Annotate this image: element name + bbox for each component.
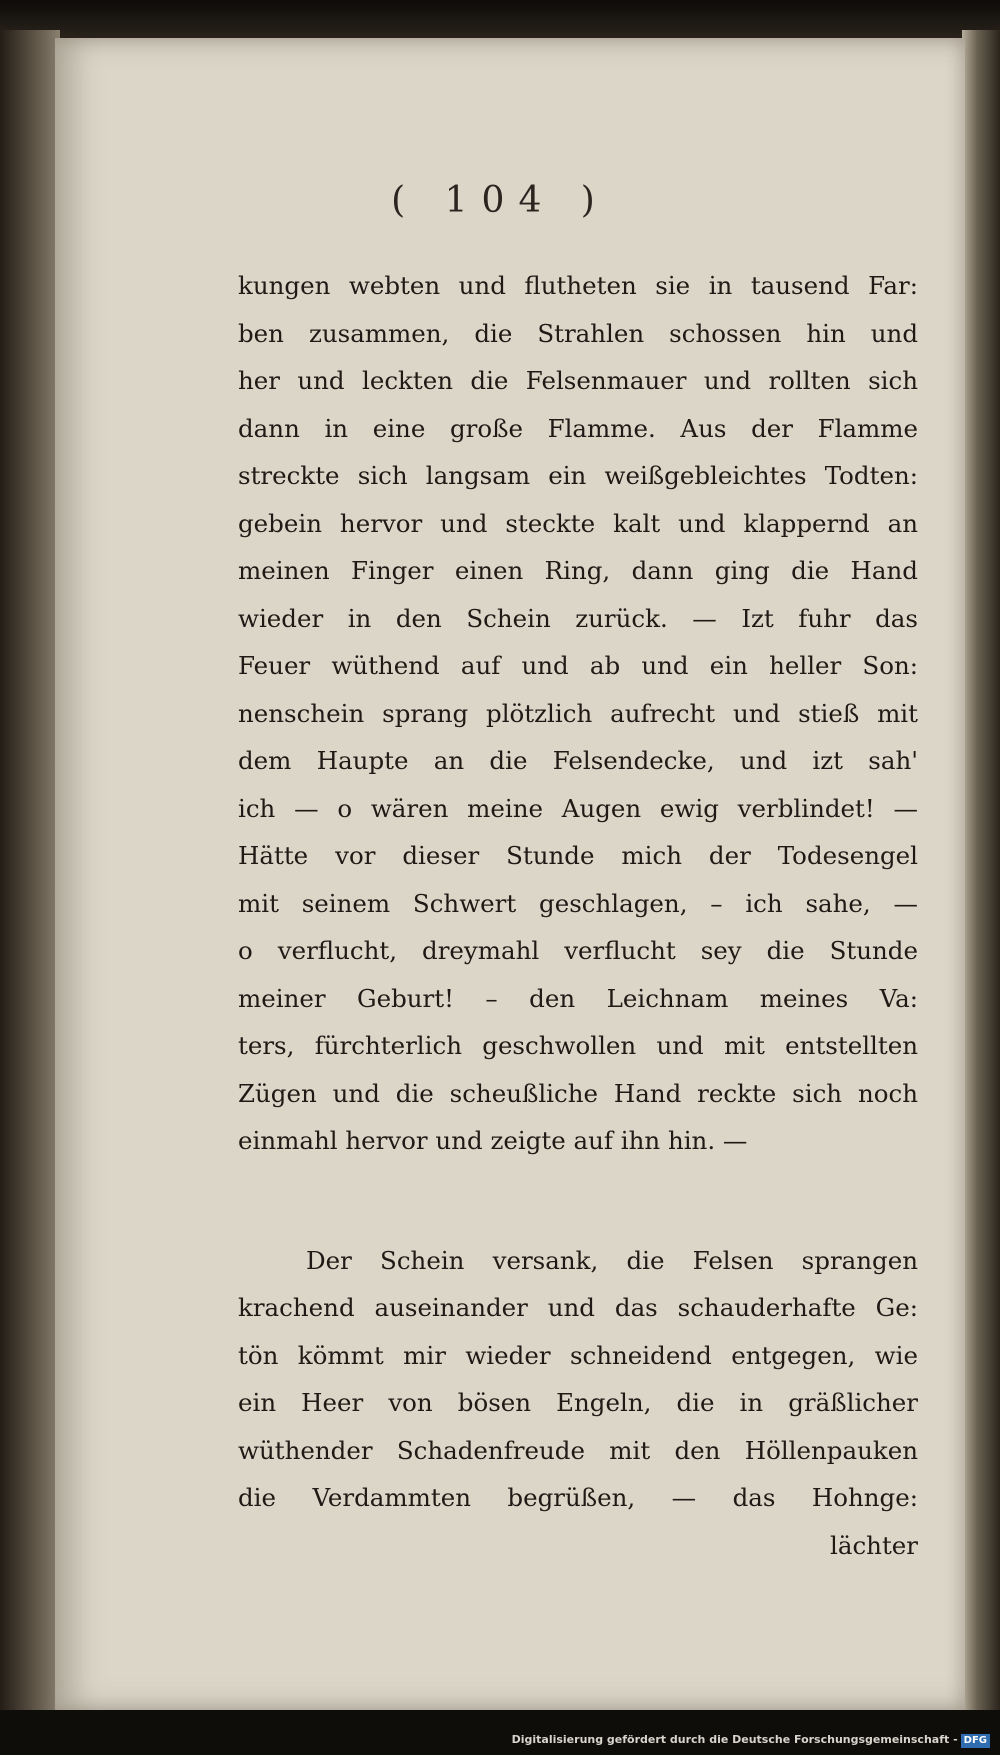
- text-line: meiner Geburt! – den Leichnam meines Va:: [238, 983, 918, 1013]
- text-line: ben zusammen, die Strahlen schossen hin und: [238, 318, 918, 348]
- text-line: streckte sich langsam ein weißgebleichtes Todten:: [238, 461, 918, 490]
- book-binding-left: [0, 30, 60, 1710]
- text-line: einmahl hervor und zeigte auf ihn hin. —: [238, 1126, 748, 1155]
- text-line: tön kömmt mir wieder schneidend entgegen, wie: [238, 1340, 918, 1370]
- text-line: dann in eine große Flamme. Aus der Flamme: [238, 413, 918, 443]
- text-line: meinen Finger einen Ring, dann ging die Hand: [238, 556, 918, 585]
- credit-text: Digitalisierung gefördert durch die Deutsche Forschungsgemeinschaft -: [511, 1733, 958, 1746]
- paragraph-1: [238, 262, 918, 1165]
- dfg-logo: DFG: [961, 1734, 990, 1748]
- text-line: wieder in den Schein zurück. — Izt fuhr das: [238, 603, 918, 633]
- digitization-credit: [512, 1733, 990, 1748]
- text-line: her und leckten die Felsenmauer und rollten sich: [238, 366, 918, 395]
- paragraph-2: [238, 1237, 918, 1570]
- book-top-edge: [0, 0, 1000, 40]
- text-line: nenschein sprang plötzlich aufrecht und stieß mit: [238, 698, 918, 728]
- page-text: [238, 262, 918, 1569]
- text-line: Zügen und die scheußliche Hand reckte sich noch: [238, 1078, 918, 1108]
- text-line: die Verdammten begrüßen, — das Hohnge:: [238, 1483, 918, 1512]
- text-line: Der Schein versank, die Felsen sprangen: [306, 1245, 918, 1275]
- text-line: gebein hervor und steckte kalt und klappernd an: [238, 508, 918, 538]
- page-number: ( 104 ): [391, 180, 609, 221]
- text-line: Feuer wüthend auf und ab und ein heller Son:: [238, 651, 918, 680]
- text-line: ein Heer von bösen Engeln, die in gräßlicher: [238, 1388, 918, 1417]
- text-line: ters, fürchterlich geschwollen und mit entstellten: [238, 1031, 918, 1060]
- catchword: lächter: [830, 1530, 918, 1560]
- text-line: o verflucht, dreymahl verflucht sey die Stunde: [238, 936, 918, 965]
- text-line: krachend auseinander und das schauderhafte Ge:: [238, 1293, 918, 1322]
- paragraph-gap: [238, 1165, 918, 1237]
- text-line: kungen webten und flutheten sie in tausend Far:: [238, 271, 918, 300]
- text-line: Hätte vor dieser Stunde mich der Todesengel: [238, 841, 918, 870]
- text-line: dem Haupte an die Felsendecke, und izt sah': [238, 746, 918, 775]
- text-line: wüthender Schadenfreude mit den Höllenpauken: [238, 1435, 918, 1465]
- text-line: ich — o wären meine Augen ewig verblindet! —: [238, 793, 918, 823]
- book-binding-right: [962, 30, 1000, 1720]
- text-line: mit seinem Schwert geschlagen, – ich sahe, —: [238, 888, 918, 918]
